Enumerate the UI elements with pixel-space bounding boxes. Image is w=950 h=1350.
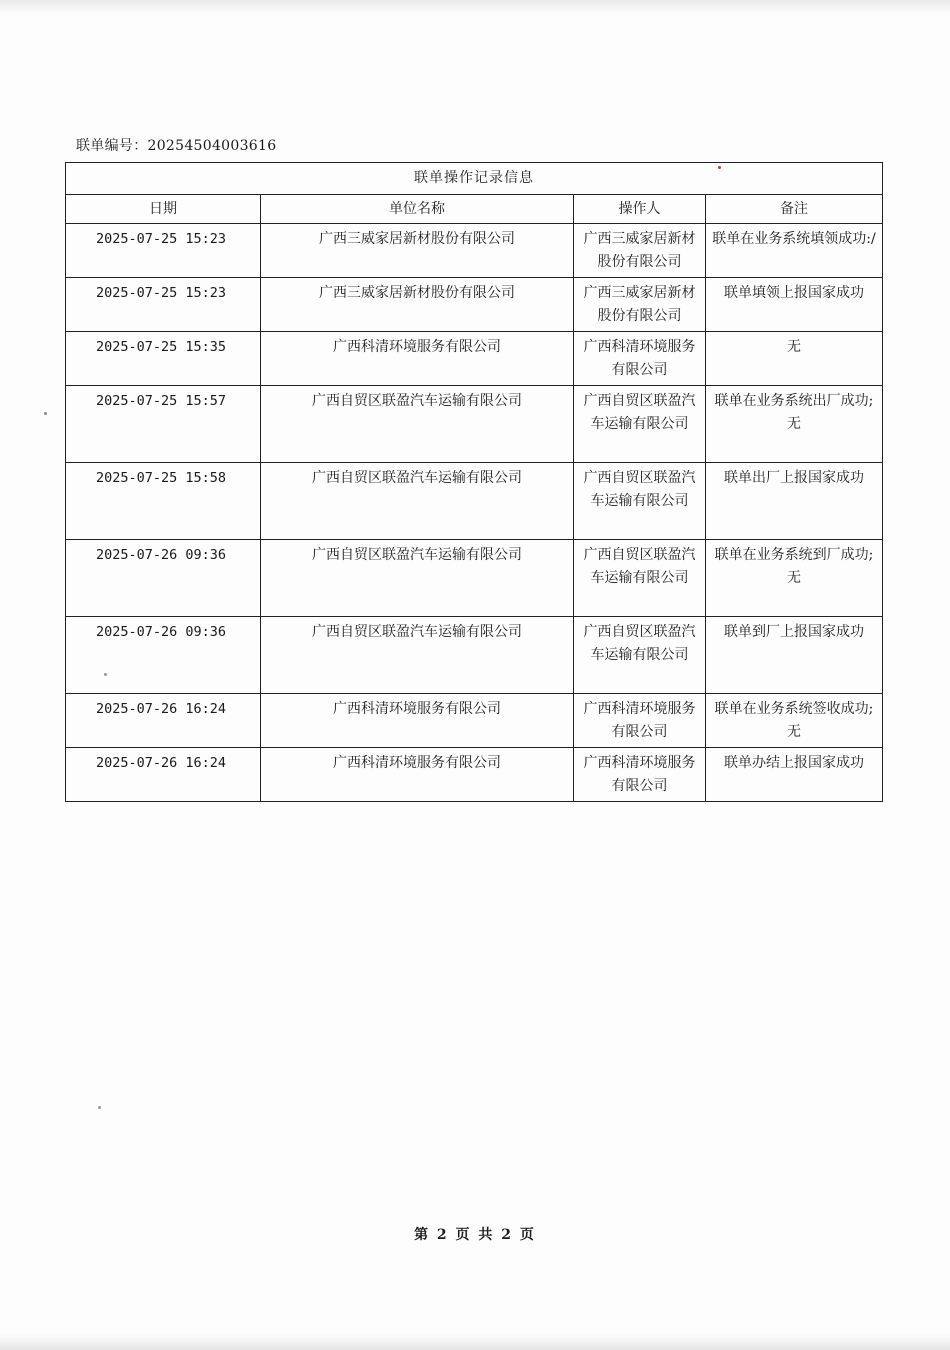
table-header-row [66,195,883,224]
column-header-operator: 操作人 [574,195,706,224]
row-date: 2025-07-25 15:23 [66,278,261,332]
table-row [66,386,883,463]
row-note: 联单填领上报国家成功 [706,278,883,332]
table-row [66,224,883,278]
row-operator: 广西自贸区联盈汽车运输有限公司 [574,617,706,694]
row-date: 2025-07-25 15:23 [66,224,261,278]
row-date: 2025-07-25 15:58 [66,463,261,540]
scan-bottom-shadow [0,1334,950,1350]
row-date: 2025-07-26 16:24 [66,694,261,748]
scan-top-shadow [0,0,950,14]
row-date: 2025-07-25 15:57 [66,386,261,463]
row-operator: 广西自贸区联盈汽车运输有限公司 [574,540,706,617]
row-note: 联单到厂上报国家成功 [706,617,883,694]
page-number: 第 2 页 共 2 页 [414,1227,536,1243]
table-row [66,332,883,386]
column-header-date: 日期 [66,195,261,224]
row-org: 广西三威家居新材股份有限公司 [261,278,574,332]
row-org: 广西科清环境服务有限公司 [261,748,574,802]
row-note: 无 [706,332,883,386]
row-note: 联单在业务系统填领成功:/ [706,224,883,278]
row-date: 2025-07-26 09:36 [66,617,261,694]
row-org: 广西自贸区联盈汽车运输有限公司 [261,540,574,617]
red-speck-mark [718,166,721,169]
row-operator: 广西三威家居新材股份有限公司 [574,224,706,278]
row-org: 广西科清环境服务有限公司 [261,694,574,748]
row-operator: 广西自贸区联盈汽车运输有限公司 [574,386,706,463]
row-operator: 广西科清环境服务有限公司 [574,748,706,802]
table-row [66,463,883,540]
row-note: 联单在业务系统到厂成功;无 [706,540,883,617]
row-org: 广西自贸区联盈汽车运输有限公司 [261,386,574,463]
column-header-org: 单位名称 [261,195,574,224]
row-operator: 广西科清环境服务有限公司 [574,694,706,748]
scan-speck-mark [98,1106,101,1109]
row-operator: 广西三威家居新材股份有限公司 [574,278,706,332]
table-row [66,617,883,694]
row-org: 广西科清环境服务有限公司 [261,332,574,386]
row-note: 联单在业务系统签收成功;无 [706,694,883,748]
table-row [66,540,883,617]
table-row [66,278,883,332]
scan-speck-mark [104,673,107,676]
row-operator: 广西科清环境服务有限公司 [574,332,706,386]
manifest-number: 联单编号：20254504003616 [76,138,277,154]
table-row [66,748,883,802]
row-note: 联单出厂上报国家成功 [706,463,883,540]
row-note: 联单办结上报国家成功 [706,748,883,802]
row-operator: 广西自贸区联盈汽车运输有限公司 [574,463,706,540]
scan-speck-mark [44,412,47,415]
row-note: 联单在业务系统出厂成功;无 [706,386,883,463]
column-header-note: 备注 [706,195,883,224]
row-org: 广西自贸区联盈汽车运输有限公司 [261,617,574,694]
table-title-row [66,163,883,195]
row-date: 2025-07-26 09:36 [66,540,261,617]
table-row [66,694,883,748]
row-org: 广西自贸区联盈汽车运输有限公司 [261,463,574,540]
operation-record-table [65,162,883,802]
table-title: 联单操作记录信息 [66,163,883,195]
row-date: 2025-07-25 15:35 [66,332,261,386]
row-date: 2025-07-26 16:24 [66,748,261,802]
row-org: 广西三威家居新材股份有限公司 [261,224,574,278]
